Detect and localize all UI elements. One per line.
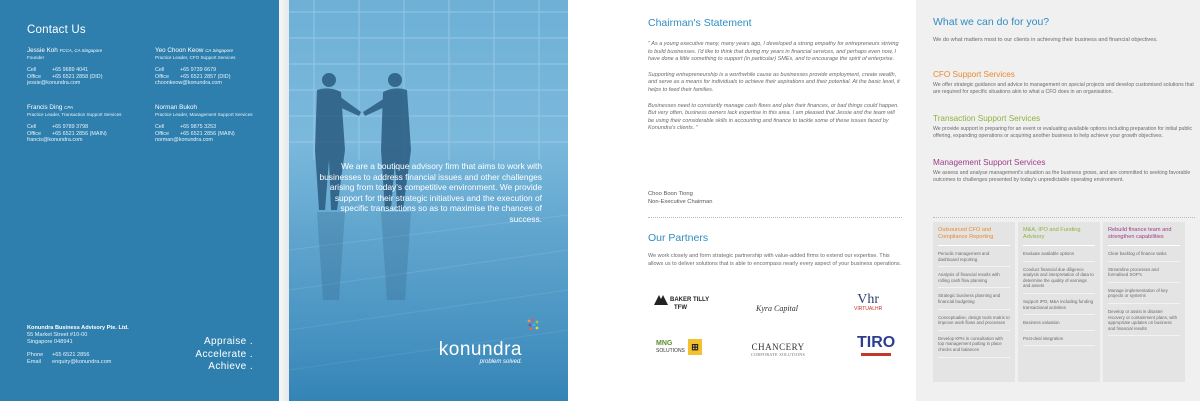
column-heading: Outsourced CFO and Compliance Reporting xyxy=(938,227,1010,246)
services-title: What we can do for you? xyxy=(933,16,1050,28)
virtualhr-text: VIRTUALHR xyxy=(854,306,883,312)
cover-statement: We are a boutique advisory firm that aims to work with businesses to address financial issues and other challenges arising from today's competitive environment. We provide support for their strategic initiatives and the execution of specific transactions so as to maximise the chances of success. xyxy=(319,161,542,224)
signer-name: Choo Boon Tiong xyxy=(648,191,693,197)
contact-name: Jessie Koh xyxy=(27,47,58,54)
contact-role: Practice Leader, Transaction Support Services xyxy=(27,111,122,117)
column-item: Analysis of financial results with rolling cash flow planning xyxy=(938,272,1010,288)
cell-label: Cell xyxy=(27,124,37,131)
cell-number[interactable]: +65 9875 3253 xyxy=(180,124,217,131)
chancery-logo xyxy=(751,342,805,357)
company-address-block xyxy=(27,325,129,366)
email-link[interactable]: choonkeow@konundra.com xyxy=(155,80,222,87)
column-item: Post-deal integration xyxy=(1023,336,1095,347)
contact-title: Contact Us xyxy=(27,24,86,36)
section-divider xyxy=(648,217,902,218)
chairman-partners-panel xyxy=(568,0,916,401)
column-item: Strategic business planning and financial budgeting xyxy=(938,293,1010,309)
tiro-logo xyxy=(857,334,895,356)
column-item: Streamline processes and formalised SOP's xyxy=(1108,267,1180,283)
cell-label: Cell xyxy=(27,67,37,74)
column-item: Conceptualise, design tools matrix to improve work flows and processes xyxy=(938,315,1010,331)
contact-credential: FCCA, CA Singapore xyxy=(59,48,103,53)
column-item: Manage implementation of key projects or systems xyxy=(1108,288,1180,304)
cell-label: Cell xyxy=(155,67,165,74)
brand-block xyxy=(439,339,522,365)
cell-number[interactable]: +65 9689 4041 xyxy=(52,67,89,74)
office-label: Office xyxy=(155,130,169,137)
company-phone[interactable]: +65 6521 2856 xyxy=(52,352,90,358)
services-intro: We do what matters most to our clients in achieving their business and financial objectives. xyxy=(933,37,1158,43)
email-link[interactable]: francis@konundra.com xyxy=(27,137,83,144)
chairman-quote xyxy=(648,41,900,141)
mng-badge-icon: ⊞ xyxy=(688,339,702,355)
brand-wordmark: konundra xyxy=(438,339,522,360)
email-link[interactable]: norman@konundra.com xyxy=(155,137,213,144)
konundra-logo-icon xyxy=(526,318,540,332)
contact-role: Founder xyxy=(27,54,45,60)
baker-tilly-text: BAKER TILLY xyxy=(670,297,710,303)
tagline xyxy=(195,336,253,374)
column-heading: M&A, IPO and Funding Advisory xyxy=(1023,227,1095,246)
service-column-cfo xyxy=(933,222,1015,382)
virtualhr-logo xyxy=(854,294,882,312)
column-item: Conduct financial due diligence analysis and interpretation of data to determine the quality of earnings and assets xyxy=(1023,267,1095,294)
office-number[interactable]: +65 6521 2856 (MAIN) xyxy=(52,130,107,137)
company-email[interactable]: enquiry@konundra.com xyxy=(52,359,112,365)
contact-name: Francis Ding xyxy=(27,104,63,111)
company-name: Konundra Business Advisory Pte. Ltd. xyxy=(27,325,129,331)
services-panel xyxy=(916,0,1200,401)
office-number[interactable]: +65 6521 2857 (DID) xyxy=(180,73,231,80)
quote-paragraph: Supporting entrepreneurship is a worthwhile cause as businesses provide employment, create wealth, and serve as a means for individuals to achieve their aspirations and their potential. At the basic level, it helps to feed their families. xyxy=(648,71,900,93)
kyra-capital-text: Kyra Capital xyxy=(756,304,799,313)
contact-card-francis xyxy=(27,105,121,144)
tagline-appraise: Appraise . xyxy=(203,336,253,347)
brand-slogan: problem solved. xyxy=(479,359,522,365)
office-label: Office xyxy=(155,73,169,80)
service-text-cfo: We offer strategic guidance and advice to management on special projects and develop customised solutions that are required for specific situations akin to what a CFO does in an organisation. xyxy=(933,82,1194,95)
partners-description: We work closely and form strategic partnership with value-added firms to extend our expertise. This allows us to deliver solutions that is able to encompass nearly every aspect of your business operations. xyxy=(648,253,902,267)
service-heading-management: Management Support Services xyxy=(933,158,1046,167)
cell-number[interactable]: +65 9789 3798 xyxy=(52,124,89,131)
contact-card-jessie xyxy=(27,48,103,87)
email-label: Email xyxy=(27,359,41,365)
signer-title: Non-Executive Chairman xyxy=(648,199,713,205)
tiro-text: TIRO xyxy=(857,334,896,351)
tagline-achieve: Achieve . xyxy=(208,361,253,372)
office-number[interactable]: +65 6521 2856 (MAIN) xyxy=(180,130,235,137)
service-heading-transaction: Transaction Support Services xyxy=(933,114,1041,123)
section-divider xyxy=(933,217,1195,218)
address-line-1: 55 Market Street #10-00 xyxy=(27,332,88,338)
office-label: Office xyxy=(27,73,41,80)
phone-label: Phone xyxy=(27,352,44,358)
tagline-accelerate: Accelerate . xyxy=(195,348,253,360)
chairman-title: Chairman's Statement xyxy=(648,17,752,29)
quote-paragraph: Businesses need to constantly manage cash flows and plan their finances, or bad things could happen. But very often, business owners lack expertise in this area. I am pleased that Jessie and the team will be using their considerable skills in accounting and finance to tackle some of these issues faced by Konundra's clients. " xyxy=(648,102,899,132)
column-item: Support IPO, M&A including funding transactional activities xyxy=(1023,299,1095,315)
column-item: Clear backlog of finance tasks xyxy=(1108,251,1180,262)
column-item: Periodic management and dashboard reporting xyxy=(938,251,1010,267)
partners-title: Our Partners xyxy=(648,232,709,244)
cell-number[interactable]: +65 9739 6679 xyxy=(180,67,217,74)
chancery-text: CHANCERY xyxy=(751,342,805,352)
mng-solutions-text: SOLUTIONS xyxy=(656,348,685,354)
contact-role: Practice Leader, CFO Support Services xyxy=(155,54,236,60)
service-heading-cfo: CFO Support Services xyxy=(933,70,1015,79)
baker-tilly-mark-icon xyxy=(654,295,668,305)
service-column-transaction xyxy=(1018,222,1100,382)
kyra-capital-logo xyxy=(756,304,798,313)
column-item: Develop KPIs in consultation with top management putting in place checks and balances xyxy=(938,336,1010,358)
contact-panel xyxy=(0,0,279,401)
contact-card-yeo xyxy=(155,48,235,87)
column-heading: Rebuild finance team and strengthen capabilities xyxy=(1108,227,1180,246)
column-item: Evaluate available options xyxy=(1023,251,1095,262)
chancery-sub-text: CORPORATE SOLUTIONS xyxy=(751,352,806,357)
contact-card-norman xyxy=(155,105,253,144)
email-link[interactable]: jessie@konundra.com xyxy=(27,80,81,87)
vhr-text: Vhr xyxy=(857,292,880,307)
office-label: Office xyxy=(27,130,41,137)
tiro-underline-icon xyxy=(861,353,891,356)
service-text-management: We assess and analyse management's situation as the business grows, and are committed to seeking favorable outcomes to challenges presented by today's unpredictable operating environment. xyxy=(933,170,1191,183)
contact-credential: CPA xyxy=(64,105,74,110)
quote-paragraph: " As a young executive many, many years ago, I developed a strong empathy for entrepreneurs striving to build businesses. I'd like to think that during my years in financial services, and perhaps even now, I have done a little something to support (in particular) SMEs, and to encourage the spirit of enterprise. xyxy=(648,41,899,63)
contact-credential: CA Singapore xyxy=(205,48,234,53)
tfw-text: TFW xyxy=(674,305,687,311)
chairman-signature xyxy=(648,190,712,206)
service-text-transaction: We provide support in preparing for an event or evaluating available options including preparation for initial public offering, expanding operations or acquiring another business to help achieve your growth objectives. xyxy=(933,126,1193,139)
contact-role: Practice Leader, Management Support Services xyxy=(155,111,253,117)
contact-name: Yeo Choon Keow xyxy=(155,47,204,54)
office-number[interactable]: +65 6521 2858 (DID) xyxy=(52,73,103,80)
service-column-management xyxy=(1103,222,1185,382)
cell-label: Cell xyxy=(155,124,165,131)
mng-solutions-logo xyxy=(656,340,699,354)
fold-divider xyxy=(279,0,289,401)
cover-panel xyxy=(289,0,568,401)
contact-name: Norman Bukoh xyxy=(155,104,197,111)
column-item: Business valuation xyxy=(1023,320,1095,331)
column-item: Develop or assist in disaster recovery or containment plans, with appropriate updates on business and financial results xyxy=(1108,309,1180,336)
mng-text: MNG xyxy=(656,340,673,347)
address-line-2: Singapore 048941 xyxy=(27,339,73,345)
